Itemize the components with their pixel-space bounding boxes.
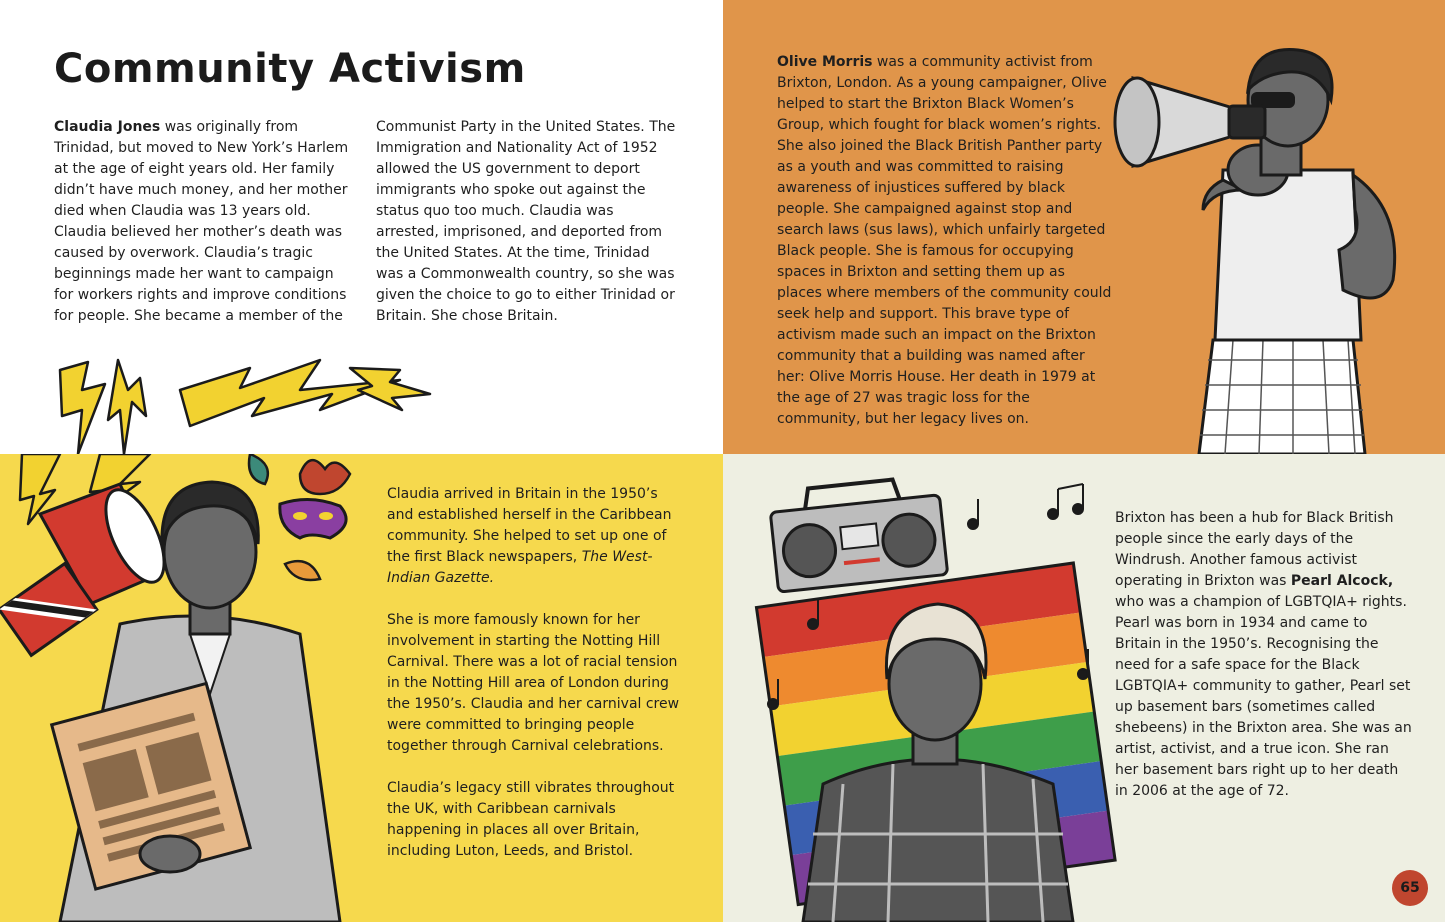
claudia-newspaper-illustration <box>0 454 380 922</box>
olive-text: was a community activist from Brixton, London. As a young campaigner, Olive helped to start the Brixton Black Women’s Group, which fought for black women’s rights. She also joined the Black British Panther party as a youth and was committed to raising awareness of injustices suffered by black people. She campaigned against stop and search laws (sus laws), which unfairly targeted Black people. She is famous for occupying spaces in Brixton and setting them up as places where members of the community could seek help and support. This brave type of activism made such an impact on the Brixton community that a building was named after her: Olive Morris House. Her death in 1979 at the age of 27 was tragic loss for the community, but her legacy lives on. <box>777 54 1112 427</box>
claudia-intro-column-2 <box>376 117 676 327</box>
claudia-intro-text-1: was originally from Trinidad, but moved to New York’s Harlem at the age of eight years old. Her family didn’t have much money, and her mother died when Claudia was 13 years old. Claudia believed her mother’s death was caused by overwork. Claudia’s tragic beginnings made her want to campaign for workers rights and improve conditions for people. She became a member of the <box>54 119 349 324</box>
claudia-britain-text <box>387 484 687 862</box>
pearl-rainbow-flag-illustration <box>753 464 1123 922</box>
olive-morris-text <box>777 52 1112 430</box>
bottom-right-panel <box>723 454 1445 922</box>
pearl-alcock-text <box>1115 508 1415 802</box>
page-title: Community Activism <box>54 46 526 92</box>
olive-name: Olive Morris <box>777 54 873 70</box>
newspaper-title: The West-Indian Gazette. <box>387 549 653 586</box>
pearl-text-after: who was a champion of LGBTQIA+ rights. Pearl was born in 1934 and came to Britain in the 1950’s. Recognising the need for a safe space for the Black LGBTQIA+ community to gather, Pearl set up basement bars (sometimes called shebeens) in the Brixton area. She was an artist, activist, and a true icon. She ran her basement bars right up to her death in 2006 at the age of 72. <box>1115 594 1412 799</box>
page-number-badge: 65 <box>1392 870 1428 906</box>
claudia-intro-column-1 <box>54 117 354 327</box>
pearl-name: Pearl Alcock, <box>1290 573 1394 589</box>
pearl-text-before: Brixton has been a hub for Black British people since the early days of the Windrush. Another famous activist operating in Brixton was <box>1115 510 1394 589</box>
claudia-intro-text-2: Communist Party in the United States. The Immigration and Nationality Act of 1952 allowed the US government to deport immigrants who spoke out against the status quo too much. Claudia was arrested, imprisoned, and deported from the United States. At the time, Trinidad was a Commonwealth country, so she was given the choice to go to either Trinidad or Britain. She chose Britain. <box>376 119 676 324</box>
bottom-left-panel <box>0 454 723 922</box>
lightning-bolts-top-art <box>20 350 440 454</box>
claudia-britain-paragraph-3: Claudia’s legacy still vibrates throughout the UK, with Caribbean carnivals happening in places all over Britain, including Luton, Leeds, and Bristol. <box>387 780 675 859</box>
claudia-name: Claudia Jones <box>54 119 161 135</box>
claudia-britain-paragraph-2: She is more famously known for her involvement in starting the Notting Hill Carnival. There was a lot of racial tension in the Notting Hill area of London during the 1950’s. Claudia and her carnival crew were committed to bringing people together through Carnival celebrations. <box>387 612 680 754</box>
top-right-panel <box>723 0 1445 454</box>
megaphone-woman-illustration <box>1103 40 1445 454</box>
top-left-panel <box>0 0 723 454</box>
claudia-britain-paragraph-1 <box>387 484 687 589</box>
claudia-britain-p1-text: Claudia arrived in Britain in the 1950’s and established herself in the Caribbean community. She helped to set up one of the first Black newspapers, <box>387 486 672 565</box>
